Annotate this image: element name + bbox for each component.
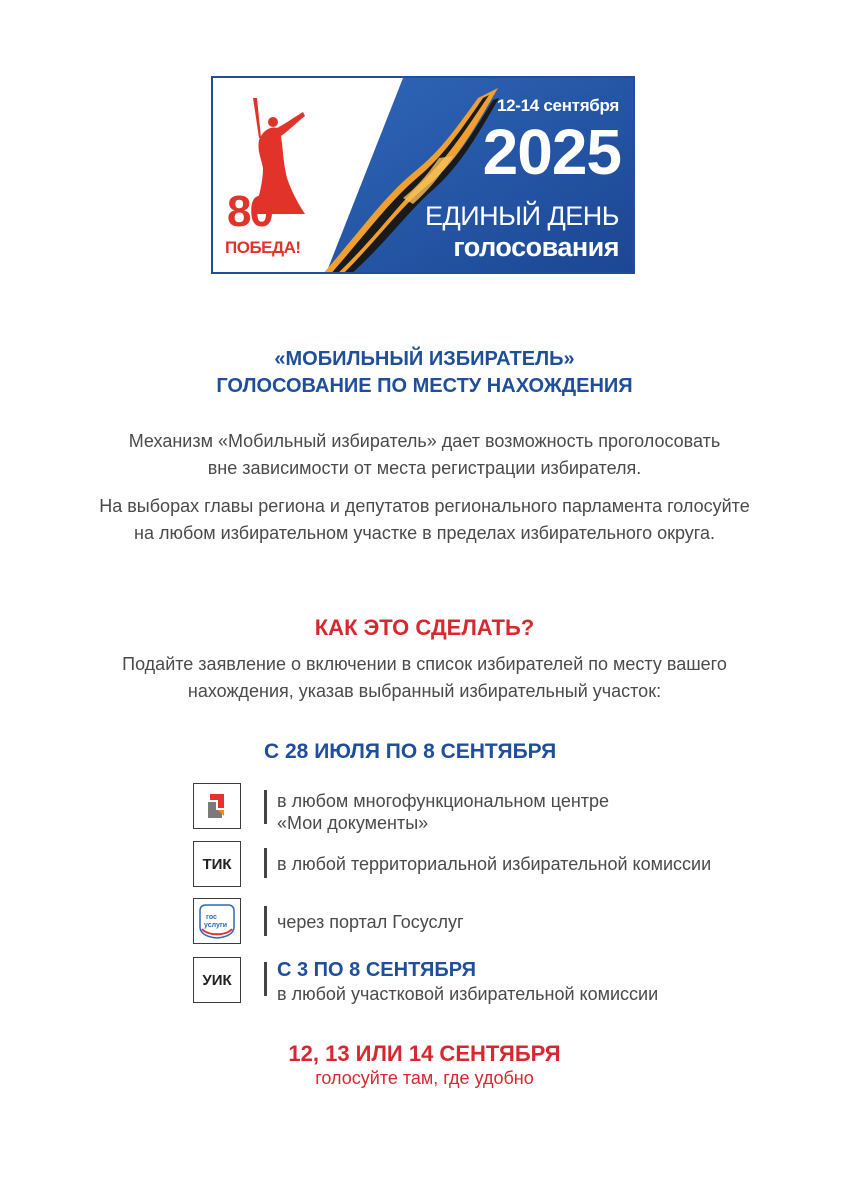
item-divider	[264, 906, 267, 936]
item-mfc-text	[277, 790, 609, 834]
intro-p2-line1: На выборах главы региона и депутатов регионального парламента голосуйте	[99, 496, 750, 516]
victory-word: ПОБЕДА!	[225, 238, 301, 257]
gosuslugi-icon	[198, 903, 236, 939]
tik-icon: ТИК	[202, 855, 232, 873]
mfc-icon-box	[193, 783, 241, 829]
uik-icon: УИК	[202, 971, 232, 989]
voting-note: голосуйте там, где удобно	[315, 1068, 534, 1088]
page-title	[0, 346, 849, 400]
how-line2: нахождения, указав выбранный избирательный участок:	[187, 681, 662, 701]
item-gosuslugi-text: через портал Госуслуг	[277, 912, 464, 932]
item-uik-text: в любой участковой избирательной комиссии	[277, 984, 659, 1004]
how-line1: Подайте заявление о включении в список избирателей по месту вашего	[122, 654, 727, 674]
gosuslugi-icon-box	[193, 898, 241, 944]
banner-year: 2025	[482, 116, 621, 188]
title-line1: «МОБИЛЬНЫЙ ИЗБИРАТЕЛЬ»	[274, 348, 575, 370]
mfc-icon	[204, 792, 230, 820]
application-period: С 28 ИЮЛЯ ПО 8 СЕНТЯБРЯ	[264, 740, 557, 763]
intro-paragraph-1	[0, 428, 849, 482]
banner-title-line1: ЕДИНЫЙ ДЕНЬ	[424, 201, 619, 231]
intro-p1-line1: Механизм «Мобильный избиратель» дает возможность проголосовать	[128, 431, 721, 451]
item-uik-dates: С 3 ПО 8 СЕНТЯБРЯ	[277, 959, 476, 981]
tik-icon-box	[193, 841, 241, 887]
gosuslugi-top: гос	[206, 914, 217, 921]
item-divider	[264, 790, 267, 824]
intro-p1-line2: вне зависимости от места регистрации избирателя.	[207, 458, 642, 478]
banner-date-range: 12-14 сентября	[496, 96, 619, 115]
election-banner	[211, 76, 635, 274]
how-heading: КАК ЭТО СДЕЛАТЬ?	[314, 615, 535, 640]
intro-p2-line2: на любом избирательном участке в пределах избирательного округа.	[134, 523, 715, 543]
gosuslugi-bottom: услуги	[204, 922, 228, 929]
item-mfc-line2: «Мои документы»	[277, 813, 429, 833]
intro-paragraph-2	[0, 493, 849, 547]
item-divider	[264, 962, 267, 996]
uik-icon-box	[193, 957, 241, 1003]
voting-days: 12, 13 ИЛИ 14 СЕНТЯБРЯ	[288, 1041, 561, 1066]
item-mfc-line1: в любом многофункциональном центре	[277, 791, 610, 811]
item-tik-text: в любой территориальной избирательной комиссии	[277, 854, 712, 874]
item-divider	[264, 848, 267, 878]
title-line2: ГОЛОСОВАНИЕ ПО МЕСТУ НАХОЖДЕНИЯ	[216, 375, 633, 397]
how-paragraph	[0, 651, 849, 705]
banner-title-line2: голосования	[453, 232, 619, 262]
victory-80-emblem: 80	[227, 187, 272, 236]
